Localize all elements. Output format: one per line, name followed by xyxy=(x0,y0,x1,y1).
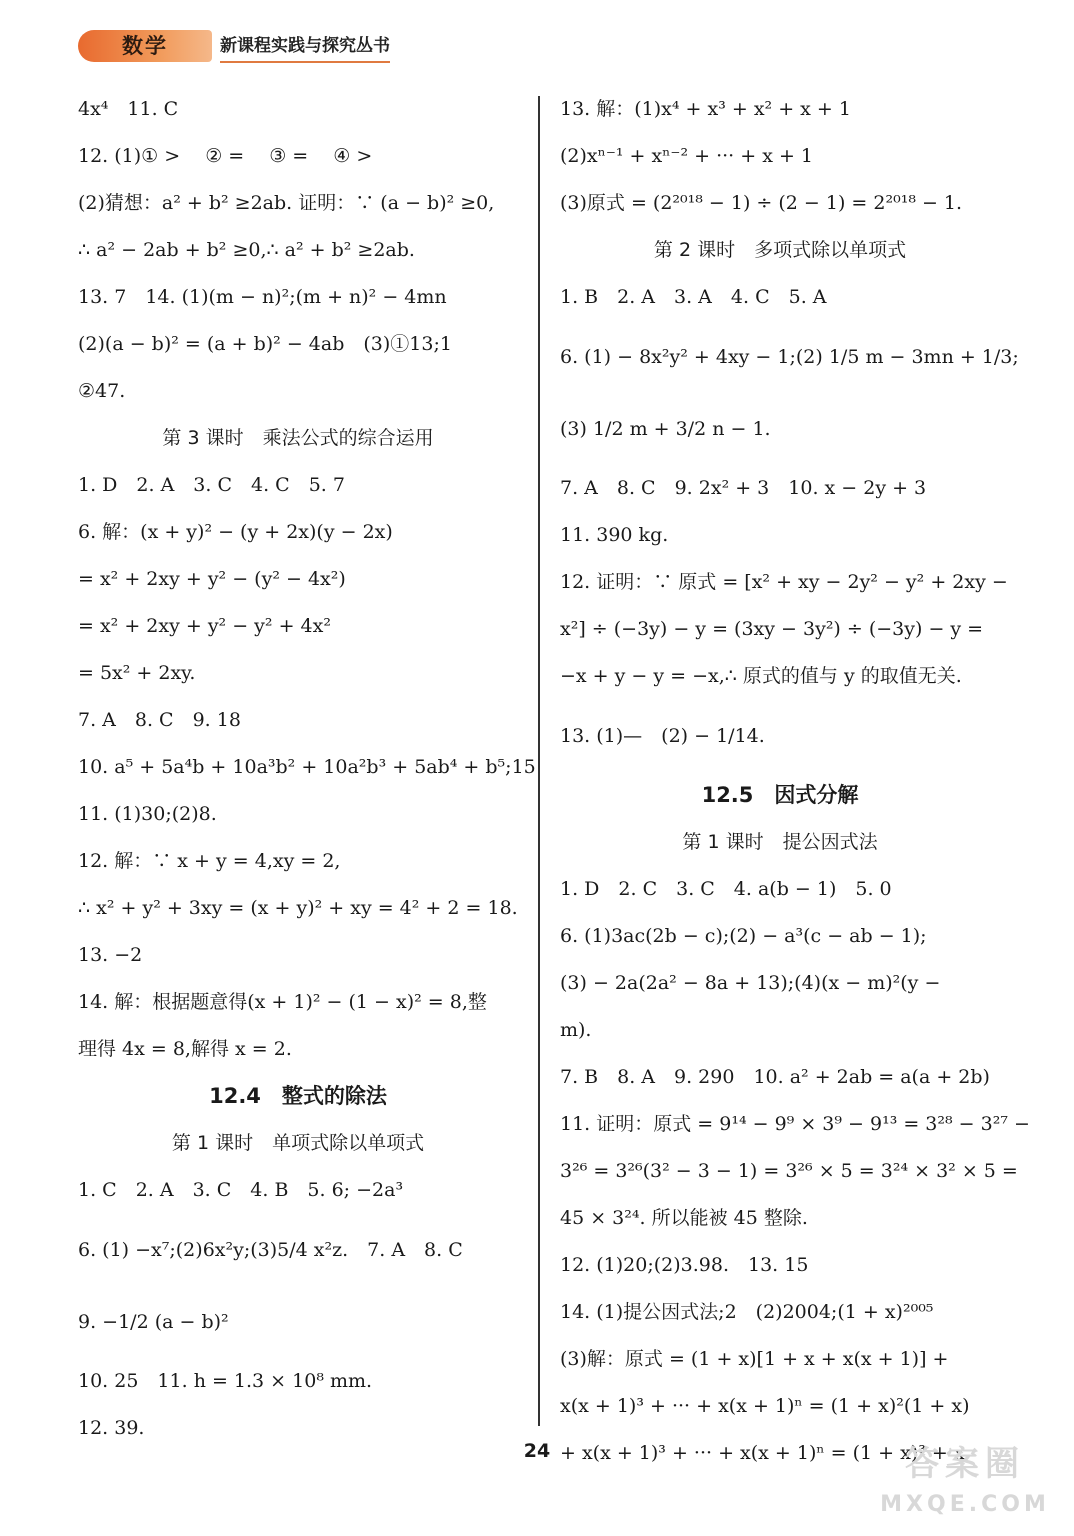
left-answer-line: ∴ a² − 2ab + b² ≥0,∴ a² + b² ≥2ab. xyxy=(78,239,415,261)
right-lesson-heading: 第 2 课时 多项式除以单项式 xyxy=(653,239,907,261)
right-answer-line: x²] ÷ (−3y) − y = (3xy − 3y²) ÷ (−3y) − y = xyxy=(560,618,984,640)
right-answer-line: 45 × 3²⁴. 所以能被 45 整除. xyxy=(560,1207,808,1229)
right-column xyxy=(560,86,1030,1477)
left-column xyxy=(78,86,536,1452)
left-lesson-heading: 第 3 课时 乘法公式的综合运用 xyxy=(162,427,434,449)
right-answer-line: 3²⁶ = 3²⁶(3² − 3 − 1) = 3²⁶ × 5 = 3²⁴ × 3² × 5 = xyxy=(560,1160,1018,1182)
right-answer-line: (3) 1/2 m + 3/2 n − 1. xyxy=(560,418,771,440)
right-section-heading: 12.5 因式分解 xyxy=(701,783,859,807)
left-answer-line: 4x⁴ 11. C xyxy=(78,98,179,120)
watermark-top: 答案圈 xyxy=(905,1444,1025,1484)
left-answer-line: 理得 4x = 8,解得 x = 2. xyxy=(78,1038,292,1060)
watermark-bottom: MXQE.COM xyxy=(880,1492,1050,1517)
left-answer-line: = x² + 2xy + y² − (y² − 4x²) xyxy=(78,568,346,590)
left-answer-line: ②47. xyxy=(78,380,126,402)
right-answer-line: 11. 390 kg. xyxy=(560,524,669,546)
left-answer-line: 12. (1)① > ② = ③ = ④ > xyxy=(78,145,373,167)
right-answer-line: (3)解：原式 = (1 + x)[1 + x + x(x + 1)] + xyxy=(560,1348,949,1370)
right-answer-line: 13. (1)— (2) − 1/14. xyxy=(560,725,765,747)
left-answer-line: ∴ x² + y² + 3xy = (x + y)² + xy = 4² + 2 = 18. xyxy=(78,897,518,919)
right-answer-line: 13. 解：(1)x⁴ + x³ + x² + x + 1 xyxy=(560,98,851,120)
right-answer-line: 6. (1) − 8x²y² + 4xy − 1;(2) 1/5 m − 3mn + 1/3; xyxy=(560,346,1019,368)
left-answer-line: (2)(a − b)² = (a + b)² − 4ab (3)①13;1 xyxy=(78,333,452,355)
left-answer-line: 12. 39. xyxy=(78,1417,145,1439)
left-answer-line: 13. −2 xyxy=(78,944,143,966)
left-answer-line: 7. A 8. C 9. 18 xyxy=(78,709,241,731)
right-answer-line: m). xyxy=(560,1019,592,1041)
right-answer-line: (2)xⁿ⁻¹ + xⁿ⁻² + ··· + x + 1 xyxy=(560,145,813,167)
right-answer-line: (3) − 2a(2a² − 8a + 13);(4)(x − m)²(y − xyxy=(560,972,941,994)
left-answer-line: 14. 解：根据题意得(x + 1)² − (1 − x)² = 8,整 xyxy=(78,991,487,1013)
left-answer-line: 6. 解：(x + y)² − (y + 2x)(y − 2x) xyxy=(78,521,393,543)
left-answer-line: 1. C 2. A 3. C 4. B 5. 6; −2a³ xyxy=(78,1179,404,1201)
left-section-heading: 12.4 整式的除法 xyxy=(209,1084,387,1108)
right-answer-line: 1. B 2. A 3. A 4. C 5. A xyxy=(560,286,827,308)
right-answer-line: 14. (1)提公因式法;2 (2)2004;(1 + x)²⁰⁰⁵ xyxy=(560,1301,934,1323)
left-answer-line: 10. a⁵ + 5a⁴b + 10a³b² + 10a²b³ + 5ab⁴ + b⁵;15 xyxy=(78,756,536,778)
right-answer-line: x(x + 1)³ + ··· + x(x + 1)ⁿ = (1 + x)²(1 + x) xyxy=(560,1395,970,1417)
left-answer-line: 13. 7 14. (1)(m − n)²;(m + n)² − 4mn xyxy=(78,286,447,308)
right-lesson-heading: 第 1 课时 提公因式法 xyxy=(682,831,878,853)
subject-tag: 数学 xyxy=(78,30,212,62)
left-answer-line: 10. 25 11. h = 1.3 × 10⁸ mm. xyxy=(78,1370,373,1392)
page-header xyxy=(78,30,398,64)
left-answer-line: (2)猜想：a² + b² ≥2ab. 证明：∵ (a − b)² ≥0, xyxy=(78,192,495,214)
right-answer-line: 6. (1)3ac(2b − c);(2) − a³(c − ab − 1); xyxy=(560,925,927,947)
left-lesson-heading: 第 1 课时 单项式除以单项式 xyxy=(171,1132,425,1154)
left-answer-line: 9. −1/2 (a − b)² xyxy=(78,1311,229,1333)
right-answer-line: 12. (1)20;(2)3.98. 13. 15 xyxy=(560,1254,809,1276)
left-answer-line: 6. (1) −x⁷;(2)6x²y;(3)5/4 x²z. 7. A 8. C xyxy=(78,1239,463,1261)
right-answer-line: 1. D 2. C 3. C 4. a(b − 1) 5. 0 xyxy=(560,878,892,900)
watermark-logo xyxy=(880,1438,1050,1528)
right-answer-line: (3)原式 = (2²⁰¹⁸ − 1) ÷ (2 − 1) = 2²⁰¹⁸ − 1. xyxy=(560,192,963,214)
right-answer-line: 12. 证明：∵ 原式 = [x² + xy − 2y² − y² + 2xy − xyxy=(560,571,1008,593)
right-answer-line: + x(x + 1)³ + ··· + x(x + 1)ⁿ = (1 + x)³ + x xyxy=(560,1442,965,1464)
column-divider xyxy=(538,96,540,1426)
series-title: 新课程实践与探究丛书 xyxy=(220,32,390,63)
left-answer-line: 12. 解：∵ x + y = 4,xy = 2, xyxy=(78,850,341,872)
page-number: 24 xyxy=(523,1440,551,1462)
right-answer-line: −x + y − y = −x,∴ 原式的值与 y 的取值无关. xyxy=(560,665,962,687)
right-answer-line: 7. B 8. A 9. 290 10. a² + 2ab = a(a + 2b) xyxy=(560,1066,990,1088)
right-answer-line: 11. 证明：原式 = 9¹⁴ − 9⁹ × 3⁹ − 9¹³ = 3²⁸ − 3²⁷ − xyxy=(560,1113,1030,1135)
left-answer-line: 1. D 2. A 3. C 4. C 5. 7 xyxy=(78,474,345,496)
left-answer-line: = x² + 2xy + y² − y² + 4x² xyxy=(78,615,331,637)
left-answer-line: = 5x² + 2xy. xyxy=(78,662,196,684)
left-answer-line: 11. (1)30;(2)8. xyxy=(78,803,217,825)
right-answer-line: 7. A 8. C 9. 2x² + 3 10. x − 2y + 3 xyxy=(560,477,927,499)
